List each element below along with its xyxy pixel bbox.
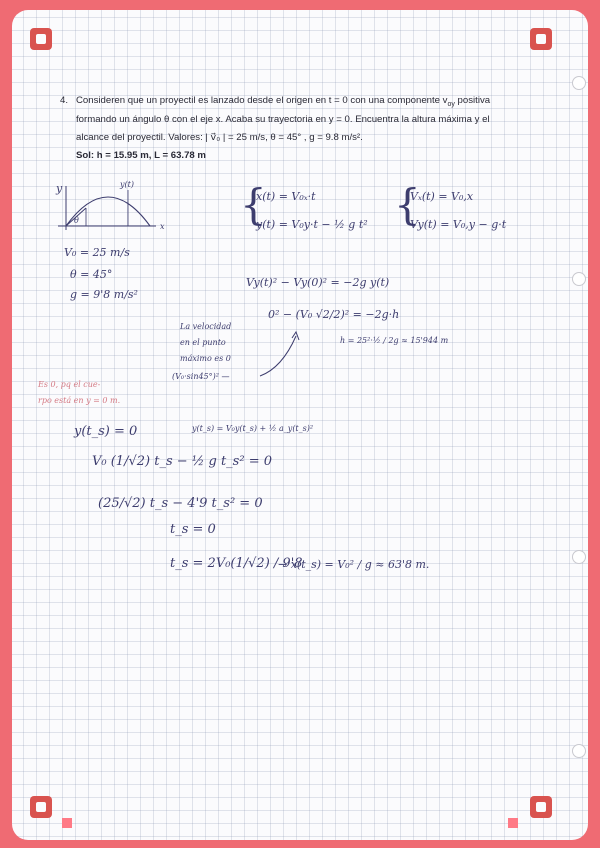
equation-vy: Vy(t) = V₀,y − g·t: [410, 218, 507, 231]
sketch-angle-label: θ: [74, 216, 79, 225]
given-v0: V₀ = 25 m/s: [64, 246, 130, 259]
problem-line-2: formando un ángulo θ con el eje x. Acaba su trayectoria en y = 0. Encuentra la altura máxima y el: [76, 114, 490, 125]
note-velocity-line-2: en el punto: [180, 338, 226, 347]
brace-right: {: [394, 180, 421, 229]
range-step-3: (25/√2) t_s − 4'9 t_s² = 0: [98, 496, 263, 511]
equation-vx: Vₓ(t) = V₀,x: [410, 190, 474, 203]
sketch-y-axis-label: y: [56, 182, 63, 195]
problem-text: Consideren que un proyectil es lanzado desde el origen en t = 0 con una componente v: [76, 95, 448, 106]
brace-left: {: [240, 180, 267, 229]
given-theta: θ = 45°: [70, 268, 113, 281]
punch-hole: [572, 76, 586, 90]
max-height-step-1: Vy(t)² − Vy(0)² = −2g y(t): [246, 276, 390, 289]
note-velocity-line-3: máximo es 0: [180, 354, 231, 363]
note-arrow: [252, 328, 312, 388]
problem-solution: Sol: h = 15.95 m, L = 63.78 m: [76, 150, 206, 161]
corner-mark-top-right: [530, 28, 552, 50]
problem-line-3: alcance del proyectil. Valores: | v⃗₀ | = 25 m/s, θ = 45° , g = 9.8 m/s².: [76, 132, 363, 143]
range-step-5: t_s = 2V₀(1/√2) / 9'8: [170, 556, 303, 571]
trajectory-sketch: [46, 178, 176, 248]
note-zero-line-2: rpo está en y = 0 m.: [38, 396, 121, 405]
max-height-result: h = 25²·½ / 2g ≈ 15'944 m: [340, 336, 449, 345]
punch-hole: [572, 744, 586, 758]
max-height-step-2: 0² − (V₀ √2/2)² = −2g·h: [268, 308, 400, 321]
problem-subscript: oy: [447, 100, 455, 108]
problem-number: 4.: [60, 95, 69, 106]
range-result: → x(t_s) = V₀² / g ≈ 63'8 m.: [278, 558, 430, 571]
sketch-x-axis-label: x: [160, 222, 165, 231]
punch-hole: [572, 550, 586, 564]
corner-mark-bottom-right: [530, 796, 552, 818]
note-zero-line-1: Es 0, pq el cue-: [38, 380, 101, 389]
problem-text-tail: positiva: [454, 95, 491, 106]
note-velocity-line-4: (V₀·sin45°)² —: [172, 372, 230, 381]
problem-line-1: [76, 94, 576, 111]
corner-mark-top-left: [30, 28, 52, 50]
note-velocity-line-1: La velocidad: [180, 322, 232, 331]
punch-hole: [572, 272, 586, 286]
notebook-page: [12, 10, 588, 840]
pink-marker: [508, 818, 518, 828]
sketch-apex-label: y(t): [120, 180, 134, 189]
corner-mark-bottom-left: [30, 796, 52, 818]
equation-x: x(t) = V₀ₓ·t: [256, 190, 316, 203]
range-step-1: y(t_s) = 0: [74, 424, 138, 439]
given-g: g = 9'8 m/s²: [70, 288, 138, 301]
pink-marker: [62, 818, 72, 828]
range-step-2: V₀ (1/√2) t_s − ½ g t_s² = 0: [92, 454, 272, 469]
equation-y: y(t) = V₀y·t − ½ g t²: [256, 218, 368, 231]
range-step-4: t_s = 0: [170, 522, 216, 537]
range-step-1b: y(t_s) = V₀y(t_s) + ½ a_y(t_s)²: [192, 424, 314, 433]
